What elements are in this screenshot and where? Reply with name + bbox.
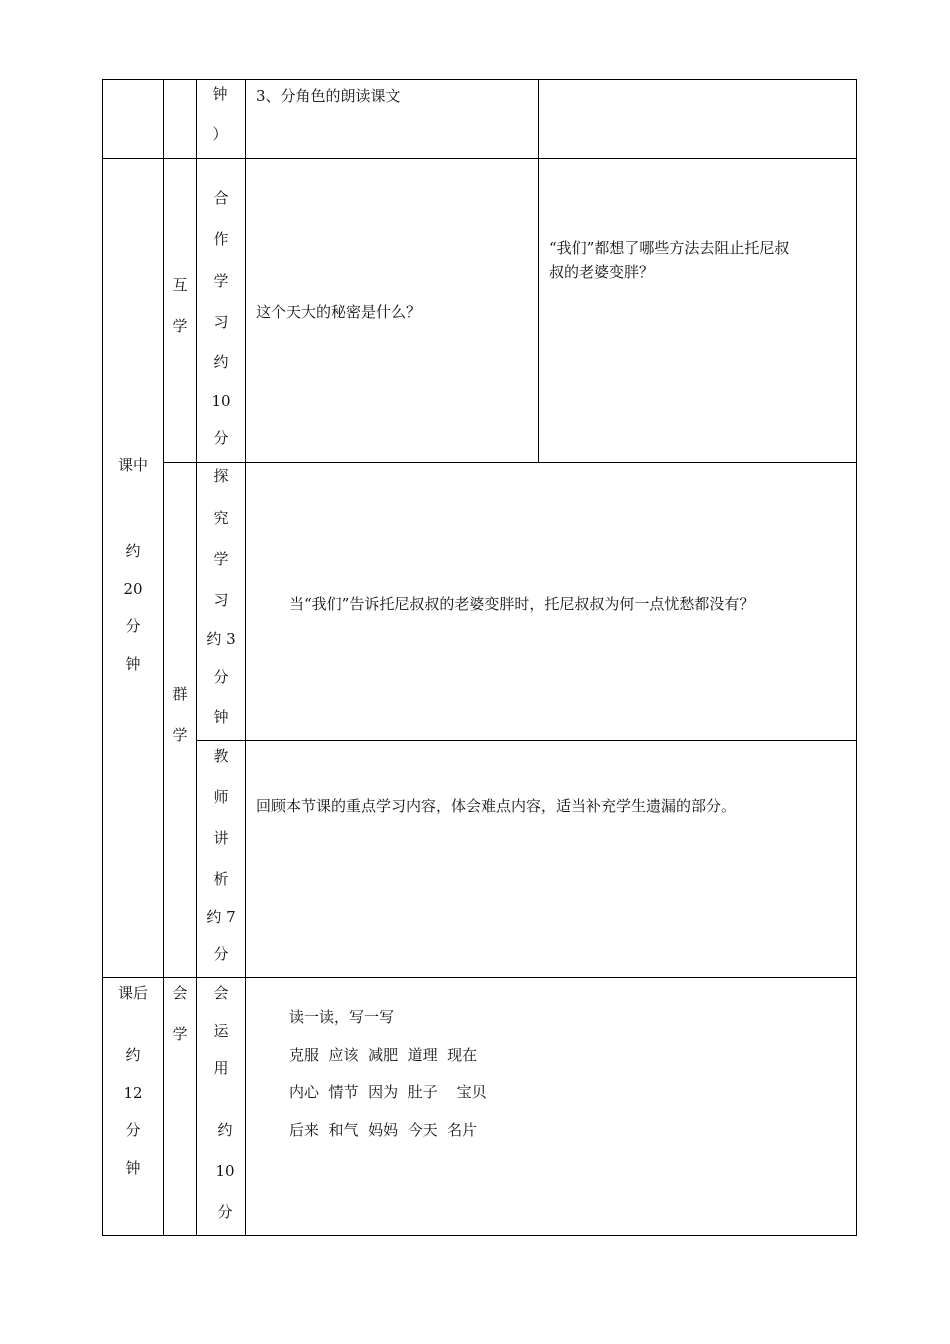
activity-char: 习 xyxy=(213,591,229,609)
phase-duration-char: 12 xyxy=(123,1084,143,1102)
vocab-instruction: 读一读，写一写 xyxy=(289,1008,395,1026)
activity-char: 10 xyxy=(211,392,231,410)
phase-duration-char: 分 xyxy=(125,617,141,635)
activity-char: 习 xyxy=(213,313,229,331)
phase-duration-char: 约 xyxy=(125,542,141,560)
activity-char: 教 xyxy=(213,747,229,765)
activity-char: 会 xyxy=(213,984,229,1002)
activity-char: 约 xyxy=(217,1121,233,1139)
row1-time-char: ） xyxy=(212,125,228,143)
column-divider xyxy=(245,79,246,1236)
activity-char: 约 xyxy=(213,353,229,371)
activity-char: 约 7 xyxy=(206,908,236,926)
activity-char: 约 3 xyxy=(206,630,236,648)
table-border-bottom xyxy=(102,1235,857,1236)
row1-content: 3、分角色的朗读课文 xyxy=(256,87,401,105)
row-divider xyxy=(163,462,857,463)
mode-label-char: 学 xyxy=(172,317,188,335)
phase-duration-char: 钟 xyxy=(125,655,141,673)
phase-label: 课后 xyxy=(117,984,148,1002)
phase-label: 课中 xyxy=(117,456,148,474)
table-border-left xyxy=(102,79,103,1236)
phase-duration-char: 约 xyxy=(125,1046,141,1064)
activity-char: 作 xyxy=(213,230,229,248)
column-divider xyxy=(538,158,539,462)
phase-duration-char: 20 xyxy=(123,580,143,598)
phase-duration-char: 钟 xyxy=(125,1159,141,1177)
activity-char: 分 xyxy=(217,1203,233,1221)
activity-char: 师 xyxy=(213,788,229,806)
question-methods-line1: “我们”都想了哪些方法去阻止托尼叔 xyxy=(549,239,790,257)
activity-char: 探 xyxy=(213,467,229,485)
activity-char: 析 xyxy=(213,870,229,888)
activity-char: 用 xyxy=(213,1059,229,1077)
vocab-line: 克服 应该 减肥 道理 现在 xyxy=(289,1046,478,1064)
question-no-worry: 当“我们”告诉托尼叔叔的老婆变胖时，托尼叔叔为何一点忧愁都没有？ xyxy=(289,595,755,613)
vocab-line: 后来 和气 妈妈 今天 名片 xyxy=(289,1121,478,1139)
activity-char: 究 xyxy=(213,509,229,527)
mode-label-char: 会 xyxy=(172,984,188,1002)
table-border-top xyxy=(102,79,857,80)
table-border-right xyxy=(856,79,857,1236)
activity-char: 分 xyxy=(213,429,229,447)
activity-char: 学 xyxy=(213,550,229,568)
activity-char: 分 xyxy=(213,945,229,963)
row-divider xyxy=(102,158,857,159)
phase-duration-char: 分 xyxy=(125,1121,141,1139)
activity-char: 合 xyxy=(213,189,229,207)
column-divider xyxy=(163,79,164,1236)
column-divider xyxy=(196,79,197,1236)
activity-char: 讲 xyxy=(213,829,229,847)
activity-char: 钟 xyxy=(213,708,229,726)
mode-label-char: 学 xyxy=(172,726,188,744)
question-methods-line2: 叔的老婆变胖？ xyxy=(549,263,655,281)
row-divider xyxy=(196,740,857,741)
activity-char: 分 xyxy=(213,668,229,686)
column-divider xyxy=(538,79,539,158)
vocab-line: 内心 情节 因为 肚子 宝贝 xyxy=(289,1083,487,1101)
question-secret: 这个天大的秘密是什么？ xyxy=(256,303,422,321)
row1-time-char: 钟 xyxy=(212,85,228,103)
mode-label-char: 互 xyxy=(172,276,188,294)
row-divider xyxy=(102,977,857,978)
activity-char: 10 xyxy=(215,1162,235,1180)
mode-label-char: 群 xyxy=(172,685,188,703)
activity-char: 运 xyxy=(213,1022,229,1040)
teacher-review: 回顾本节课的重点学习内容，体会难点内容，适当补充学生遗漏的部分。 xyxy=(256,797,737,815)
mode-label-char: 学 xyxy=(172,1025,188,1043)
activity-char: 学 xyxy=(213,272,229,290)
